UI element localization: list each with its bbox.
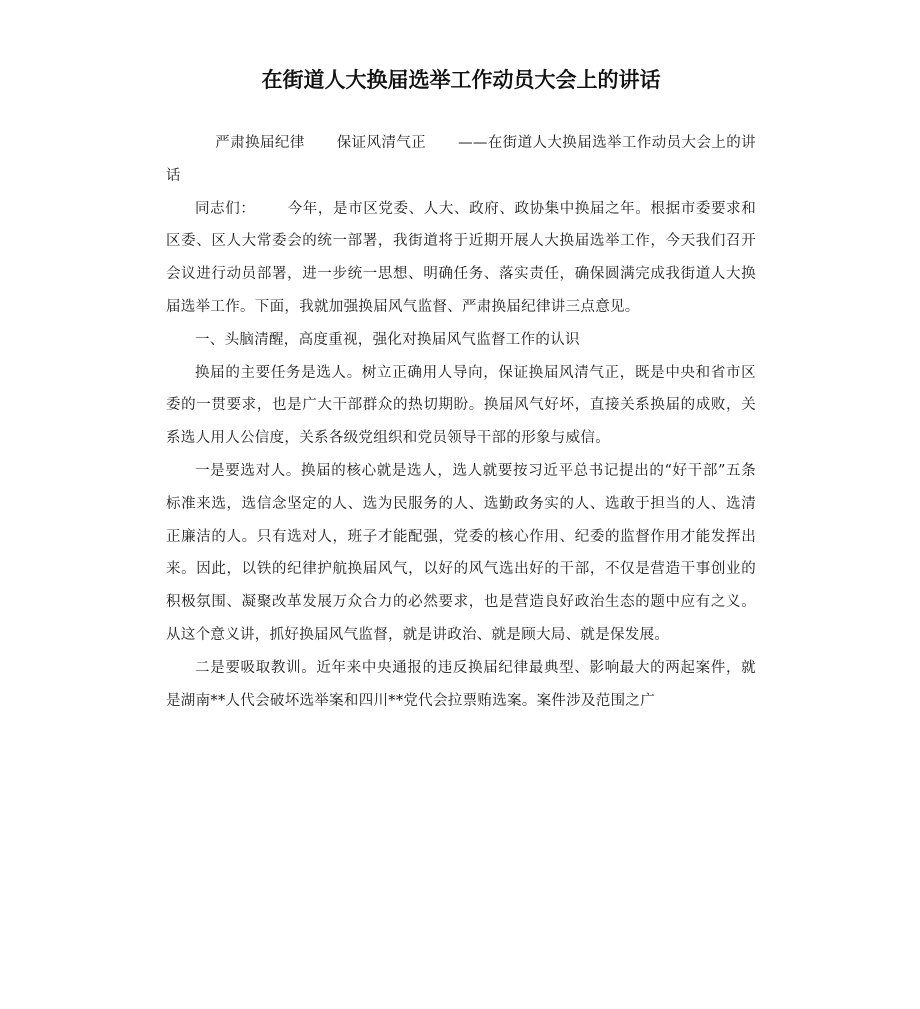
body-paragraph: 一是要选对人。换届的核心就是选人，选人就要按习近平总书记提出的“好干部”五条标准来选，选信念坚定的人、选为民服务的人、选勤政务实的人、选敢于担当的人、选清正廉洁的人。只有选对人，班子才能配强，党委的核心作用、纪委的监督作用才能发挥出来。因此，以铁的纪律护航换届风气，以好的风气选出好的干部，不仅是营造干事创业的积极氛围、凝聚改革发展万众合力的必然要求，也是营造良好政治生态的题中应有之义。从这个意义讲，抓好换届风气监督，就是讲政治、就是顾大局、就是保发展。 xyxy=(166,462,756,643)
body-paragraph: 换届的主要任务是选人。树立正确用人导向，保证换届风清气正，既是中央和省市区委的一贯要求，也是广大干部群众的热切期盼。换届风气好坏，直接关系换届的成败，关系选人用人公信度，关系各级党组织和党员领导干部的形象与威信。 xyxy=(166,364,756,447)
document-body xyxy=(166,127,756,717)
salutation: 同志们： xyxy=(195,200,256,217)
body-paragraph: 二是要吸取教训。近年来中央通报的违反换届纪律最典型、影响最大的两起案件，就是湖南**人代会破坏选举案和四川**党代会拉票贿选案。案件涉及范围之广 xyxy=(166,659,756,709)
document-title: 在街道人大换届选举工作动员大会上的讲话 xyxy=(261,68,661,92)
section-heading-1: 一、头脑清醒，高度重视，强化对换届风气监督工作的认识 xyxy=(195,331,580,348)
greeting-paragraph xyxy=(166,193,756,324)
subtitle-part-1: 严肃换届纪律 xyxy=(215,135,305,151)
subtitle-part-3: ——在街道人大换届选举工作动员大会上的讲话 xyxy=(166,135,756,184)
subtitle-paragraph xyxy=(166,127,756,193)
greeting-text: 今年，是市区党委、人大、政府、政协集中换届之年。根据市委要求和区委、区人大常委会的统一部署，我街道将于近期开展人大换届选举工作，今天我们召开会议进行动员部署，进一步统一思想、明确任务、落实责任，确保圆满完成我街道人大换届选举工作。下面，我就加强换届风气监督、严肃换届纪律讲三点意见。 xyxy=(166,200,757,315)
subtitle-part-2: 保证风清气正 xyxy=(336,135,427,151)
